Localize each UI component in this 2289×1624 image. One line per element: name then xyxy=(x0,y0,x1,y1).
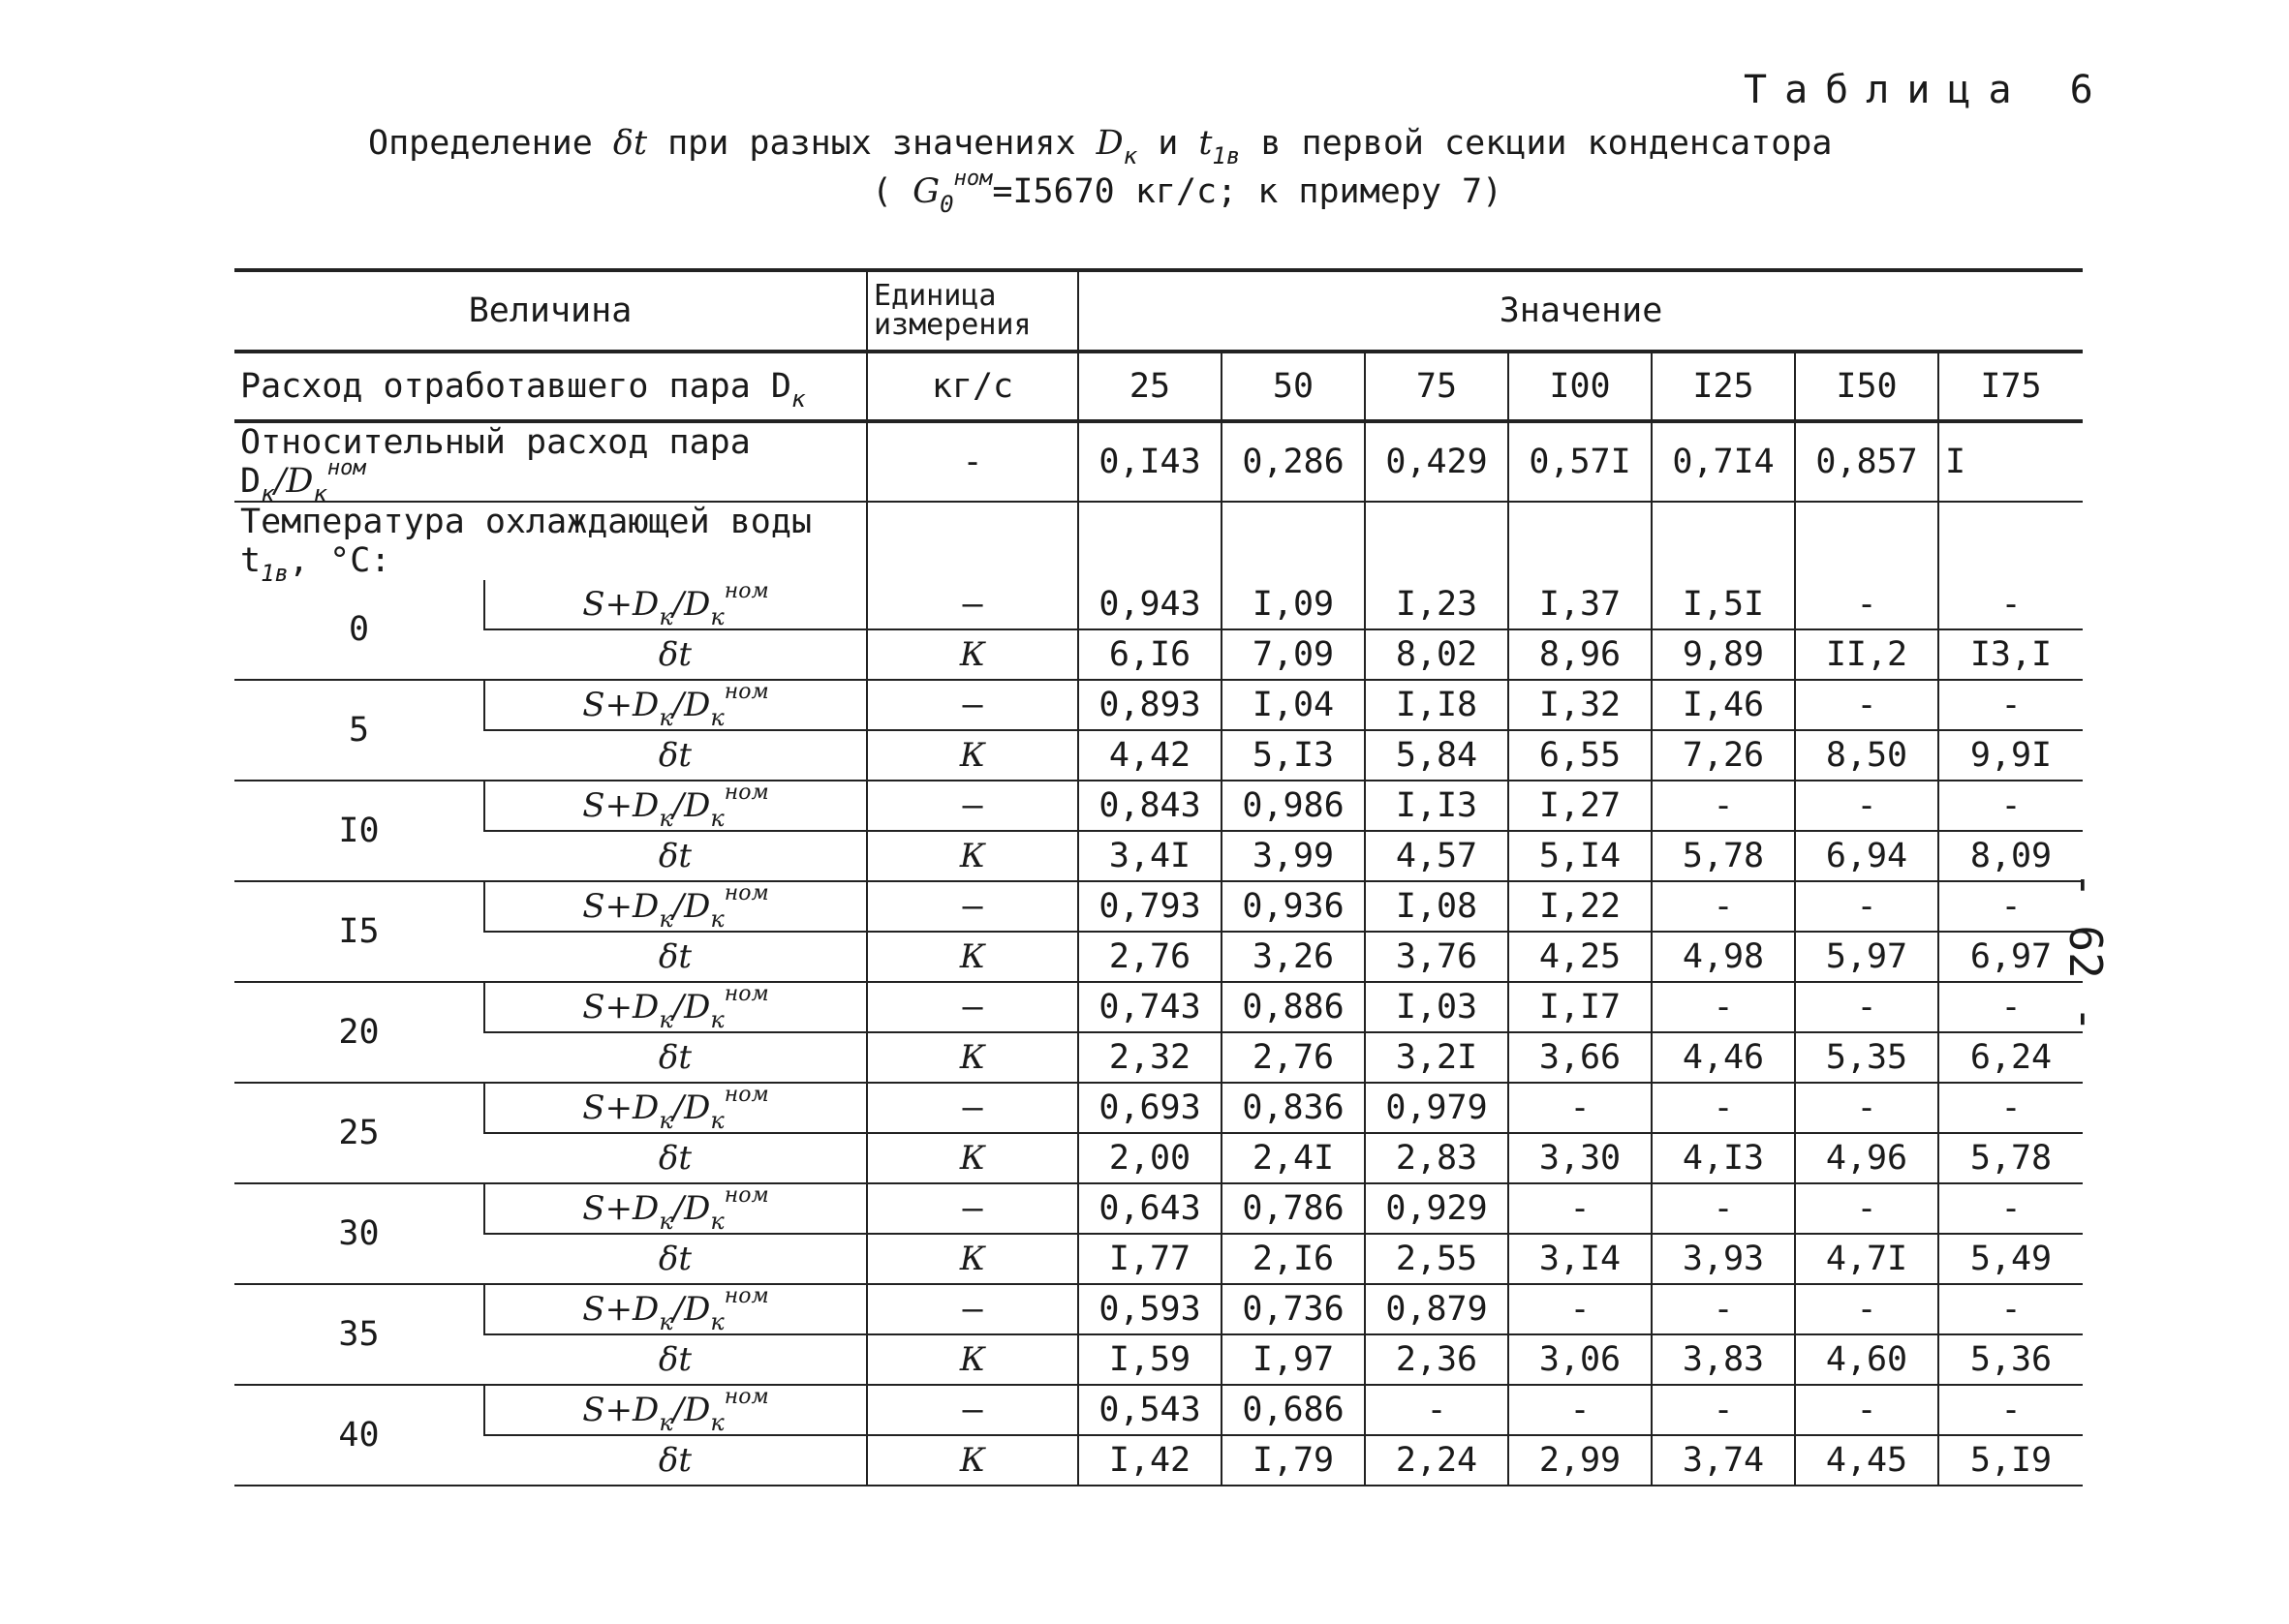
s-value: - xyxy=(1938,1385,2083,1435)
dt-value: 5,35 xyxy=(1795,1032,1938,1083)
s-label-sub2: к xyxy=(710,704,725,731)
group-dt-row xyxy=(234,1133,2083,1183)
group-s-row xyxy=(234,982,2083,1032)
group-dt-row xyxy=(234,1032,2083,1083)
subtitle-open: ( xyxy=(872,172,913,211)
title-suffix: в первой секции конденсатора xyxy=(1240,124,1833,163)
group-dt-row xyxy=(234,730,2083,781)
header-value: Значение xyxy=(1078,270,2083,352)
dt-value: I,79 xyxy=(1222,1435,1365,1486)
relative-label-sub: к xyxy=(261,480,275,507)
temperature-value: 20 xyxy=(234,982,484,1083)
s-value: 0,879 xyxy=(1365,1284,1508,1334)
s-value: - xyxy=(1938,580,2083,629)
group-dt-row xyxy=(234,932,2083,982)
s-value: 0,836 xyxy=(1222,1083,1365,1133)
dt-value: 4,I3 xyxy=(1652,1133,1795,1183)
s-label-text: S+D xyxy=(582,1290,660,1329)
relative-label-sup2: ном xyxy=(326,456,366,480)
group-dt-row xyxy=(234,629,2083,680)
s-value: - xyxy=(1938,881,2083,932)
dt-value: 2,4I xyxy=(1222,1133,1365,1183)
s-label-sup2: ном xyxy=(724,881,769,905)
dt-unit: К xyxy=(867,1435,1078,1486)
flow-unit: кг/с xyxy=(867,352,1078,421)
s-value: 0,593 xyxy=(1078,1284,1222,1334)
s-value: - xyxy=(1365,1385,1508,1435)
s-ratio-label xyxy=(484,1284,867,1334)
s-value: 0,986 xyxy=(1222,781,1365,831)
s-unit: — xyxy=(867,781,1078,831)
dt-unit: К xyxy=(867,629,1078,680)
flow-value: I75 xyxy=(1938,352,2083,421)
relative-value: 0,286 xyxy=(1222,421,1365,502)
s-value: - xyxy=(1938,680,2083,730)
empty-cell xyxy=(867,502,1078,580)
dt-unit: К xyxy=(867,730,1078,781)
temperature-header-row xyxy=(234,502,2083,580)
dt-value: 3,93 xyxy=(1652,1234,1795,1284)
s-value: - xyxy=(1938,781,2083,831)
title-mid1: при разных значениях xyxy=(647,124,1097,163)
s-value: - xyxy=(1795,580,1938,629)
page-number: - 62 - xyxy=(2059,872,2112,1033)
dt-value: 6,94 xyxy=(1795,831,1938,881)
s-label-sub2: к xyxy=(710,1409,725,1436)
s-value: - xyxy=(1795,781,1938,831)
s-value: - xyxy=(1938,1083,2083,1133)
s-label-sub2: к xyxy=(710,603,725,630)
s-value: - xyxy=(1652,1284,1795,1334)
dt-value: 4,98 xyxy=(1652,932,1795,982)
dt-unit: К xyxy=(867,1133,1078,1183)
s-label-sub: к xyxy=(659,1107,673,1134)
s-label-sub: к xyxy=(659,1006,673,1033)
subtitle-rest: =I5670 кг/с; к примеру 7) xyxy=(992,172,1503,211)
s-label-mid: /D xyxy=(672,786,711,825)
temperature-value: 30 xyxy=(234,1183,484,1284)
s-label-sup2: ном xyxy=(724,1083,769,1107)
dt-value: 4,60 xyxy=(1795,1334,1938,1385)
title-dk: D xyxy=(1096,124,1124,163)
s-value: 0,943 xyxy=(1078,580,1222,629)
s-value: - xyxy=(1795,881,1938,932)
s-value: I,32 xyxy=(1508,680,1652,730)
temperature-header-sub: 1в xyxy=(261,560,289,587)
title-mid2: и xyxy=(1137,124,1199,163)
s-ratio-label xyxy=(484,1083,867,1133)
temperature-value: I5 xyxy=(234,881,484,982)
dt-value: 3,2I xyxy=(1365,1032,1508,1083)
dt-value: 8,09 xyxy=(1938,831,2083,881)
dt-label: δt xyxy=(484,629,867,680)
s-label-text: S+D xyxy=(582,786,660,825)
empty-cell xyxy=(1078,502,1222,580)
temperature-value: 25 xyxy=(234,1083,484,1183)
dt-value: 2,55 xyxy=(1365,1234,1508,1284)
s-label-sub: к xyxy=(659,1208,673,1235)
dt-value: 4,7I xyxy=(1795,1234,1938,1284)
dt-value: 4,57 xyxy=(1365,831,1508,881)
s-label-text: S+D xyxy=(582,887,660,926)
flow-label-sub: к xyxy=(790,385,806,413)
s-label-text: S+D xyxy=(582,1189,660,1228)
s-value: - xyxy=(1938,1284,2083,1334)
dt-value: 6,I6 xyxy=(1078,629,1222,680)
relative-value: I xyxy=(1938,421,2083,502)
dt-unit: К xyxy=(867,1334,1078,1385)
dt-value: 2,76 xyxy=(1078,932,1222,982)
s-label-text: S+D xyxy=(582,1088,660,1127)
s-value: I,08 xyxy=(1365,881,1508,932)
s-value: - xyxy=(1795,1083,1938,1133)
s-value: 0,936 xyxy=(1222,881,1365,932)
s-label-sub: к xyxy=(659,704,673,731)
dt-value: 7,09 xyxy=(1222,629,1365,680)
s-value: - xyxy=(1795,1183,1938,1234)
flow-row xyxy=(234,352,2083,421)
s-value: I,09 xyxy=(1222,580,1365,629)
s-label-sup2: ном xyxy=(724,781,769,805)
s-value: I,46 xyxy=(1652,680,1795,730)
dt-value: 2,32 xyxy=(1078,1032,1222,1083)
s-ratio-label xyxy=(484,982,867,1032)
empty-cell xyxy=(1222,502,1365,580)
s-value: 0,693 xyxy=(1078,1083,1222,1133)
subtitle-g-sup: ном xyxy=(953,167,993,191)
dt-value: 4,96 xyxy=(1795,1133,1938,1183)
temperature-header-unit: , °С: xyxy=(288,541,391,580)
relative-value: 0,429 xyxy=(1365,421,1508,502)
dt-value: II,2 xyxy=(1795,629,1938,680)
s-value: I,I8 xyxy=(1365,680,1508,730)
s-value: I,37 xyxy=(1508,580,1652,629)
group-dt-row xyxy=(234,1334,2083,1385)
s-label-sub2: к xyxy=(710,1308,725,1335)
dt-value: 3,76 xyxy=(1365,932,1508,982)
s-label-sub2: к xyxy=(710,1006,725,1033)
dt-value: I,59 xyxy=(1078,1334,1222,1385)
dt-unit: К xyxy=(867,1032,1078,1083)
dt-value: 3,74 xyxy=(1652,1435,1795,1486)
dt-label: δt xyxy=(484,1435,867,1486)
table-number: Таблица 6 xyxy=(1744,68,2111,112)
dt-value: 3,I4 xyxy=(1508,1234,1652,1284)
dt-unit: К xyxy=(867,1234,1078,1284)
s-value: - xyxy=(1795,1284,1938,1334)
relative-value: 0,I43 xyxy=(1078,421,1222,502)
s-ratio-label xyxy=(484,1385,867,1435)
dt-value: 5,I4 xyxy=(1508,831,1652,881)
empty-cell xyxy=(1508,502,1652,580)
dt-label: δt xyxy=(484,831,867,881)
s-label-text: S+D xyxy=(582,585,660,624)
s-value: 0,786 xyxy=(1222,1183,1365,1234)
temperature-value: 5 xyxy=(234,680,484,781)
dt-value: 5,I3 xyxy=(1222,730,1365,781)
s-value: I,I3 xyxy=(1365,781,1508,831)
s-ratio-label xyxy=(484,781,867,831)
flow-value: 75 xyxy=(1365,352,1508,421)
s-label-text: S+D xyxy=(582,988,660,1026)
s-ratio-label xyxy=(484,1183,867,1234)
dt-label: δt xyxy=(484,932,867,982)
title-delta: δt xyxy=(612,124,648,163)
dt-value: 9,9I xyxy=(1938,730,2083,781)
dt-value: 3,06 xyxy=(1508,1334,1652,1385)
empty-cell xyxy=(1652,502,1795,580)
dt-value: 4,45 xyxy=(1795,1435,1938,1486)
s-value: - xyxy=(1508,1284,1652,1334)
s-label-sup2: ном xyxy=(724,680,769,704)
relative-value: 0,57I xyxy=(1508,421,1652,502)
flow-value: I50 xyxy=(1795,352,1938,421)
s-value: 0,893 xyxy=(1078,680,1222,730)
dt-label: δt xyxy=(484,1334,867,1385)
dt-value: 3,4I xyxy=(1078,831,1222,881)
group-s-row xyxy=(234,680,2083,730)
empty-cell xyxy=(1795,502,1938,580)
empty-cell xyxy=(1365,502,1508,580)
title-dk-sub: к xyxy=(1123,142,1138,169)
s-label-mid: /D xyxy=(672,887,711,926)
s-label-sup2: ном xyxy=(724,579,769,603)
dt-value: 5,84 xyxy=(1365,730,1508,781)
s-value: 0,843 xyxy=(1078,781,1222,831)
s-label-mid: /D xyxy=(672,1391,711,1429)
relative-label xyxy=(234,421,867,507)
s-label-sub2: к xyxy=(710,805,725,832)
s-value: I,04 xyxy=(1222,680,1365,730)
s-ratio-label xyxy=(484,680,867,730)
dt-label: δt xyxy=(484,730,867,781)
temperature-value: 40 xyxy=(234,1385,484,1486)
dt-value: 8,50 xyxy=(1795,730,1938,781)
s-unit: — xyxy=(867,680,1078,730)
flow-value: I25 xyxy=(1652,352,1795,421)
s-unit: — xyxy=(867,1083,1078,1133)
header-unit: Единица измерения xyxy=(867,270,1078,352)
dt-value: 6,55 xyxy=(1508,730,1652,781)
dt-value: 3,83 xyxy=(1652,1334,1795,1385)
temperature-value: I0 xyxy=(234,781,484,881)
temperature-value: 35 xyxy=(234,1284,484,1385)
s-value: - xyxy=(1508,1385,1652,1435)
dt-unit: К xyxy=(867,831,1078,881)
s-label-mid: /D xyxy=(672,1088,711,1127)
s-value: - xyxy=(1652,781,1795,831)
title-t: t xyxy=(1198,124,1213,163)
dt-label: δt xyxy=(484,1234,867,1284)
s-label-sub: к xyxy=(659,1409,673,1436)
relative-row xyxy=(234,421,2083,502)
dt-value: 5,78 xyxy=(1938,1133,2083,1183)
s-label-mid: /D xyxy=(672,585,711,624)
dt-value: 5,97 xyxy=(1795,932,1938,982)
s-label-sub: к xyxy=(659,805,673,832)
s-label-mid: /D xyxy=(672,988,711,1026)
flow-value: 50 xyxy=(1222,352,1365,421)
s-value: 0,643 xyxy=(1078,1183,1222,1234)
s-value: 0,886 xyxy=(1222,982,1365,1032)
group-s-row xyxy=(234,1284,2083,1334)
flow-label-text: Расход отработавшего пара D xyxy=(240,367,791,406)
dt-value: 8,96 xyxy=(1508,629,1652,680)
table-subtitle xyxy=(872,167,1503,218)
dt-value: 2,36 xyxy=(1365,1334,1508,1385)
s-value: - xyxy=(1795,982,1938,1032)
group-s-row xyxy=(234,781,2083,831)
dt-value: 4,25 xyxy=(1508,932,1652,982)
s-unit: — xyxy=(867,982,1078,1032)
s-value: I,27 xyxy=(1508,781,1652,831)
dt-value: I3,I xyxy=(1938,629,2083,680)
dt-value: 5,78 xyxy=(1652,831,1795,881)
title-prefix: Определение xyxy=(368,124,613,163)
s-unit: — xyxy=(867,580,1078,629)
dt-value: 7,26 xyxy=(1652,730,1795,781)
s-value: - xyxy=(1652,1183,1795,1234)
s-value: - xyxy=(1652,982,1795,1032)
s-label-mid: /D xyxy=(672,1189,711,1228)
dt-value: 2,99 xyxy=(1508,1435,1652,1486)
data-table xyxy=(234,268,2083,1486)
temperature-header-text: Температура охлаждающей воды t xyxy=(240,503,813,580)
subtitle-g: G xyxy=(913,172,941,211)
table-title xyxy=(368,124,1957,169)
subtitle-g-sub: 0 xyxy=(940,191,954,218)
s-label-mid: /D xyxy=(672,686,711,724)
s-label-text: S+D xyxy=(582,686,660,724)
dt-value: 2,76 xyxy=(1222,1032,1365,1083)
dt-value: 3,66 xyxy=(1508,1032,1652,1083)
s-value: I,I7 xyxy=(1508,982,1652,1032)
dt-value: 4,46 xyxy=(1652,1032,1795,1083)
s-unit: — xyxy=(867,1183,1078,1234)
s-unit: — xyxy=(867,881,1078,932)
group-s-row xyxy=(234,580,2083,629)
s-label-sub: к xyxy=(659,905,673,933)
flow-label xyxy=(234,352,867,421)
dt-value: 4,42 xyxy=(1078,730,1222,781)
s-ratio-label xyxy=(484,580,867,629)
s-value: - xyxy=(1795,680,1938,730)
s-ratio-label xyxy=(484,881,867,932)
flow-value: 25 xyxy=(1078,352,1222,421)
dt-value: 5,36 xyxy=(1938,1334,2083,1385)
relative-label-sub2: к xyxy=(313,480,327,507)
header-quantity: Величина xyxy=(234,270,867,352)
s-value: - xyxy=(1938,982,2083,1032)
s-value: - xyxy=(1652,1083,1795,1133)
dt-label: δt xyxy=(484,1032,867,1083)
relative-label-mid: /D xyxy=(274,462,314,501)
s-value: - xyxy=(1938,1183,2083,1234)
title-t-sub: 1в xyxy=(1212,142,1241,169)
s-value: 0,793 xyxy=(1078,881,1222,932)
temperature-value: 0 xyxy=(234,580,484,680)
s-label-text: S+D xyxy=(582,1391,660,1429)
dt-value: 2,I6 xyxy=(1222,1234,1365,1284)
dt-value: 6,97 xyxy=(1938,932,2083,982)
dt-value: 9,89 xyxy=(1652,629,1795,680)
s-value: I,5I xyxy=(1652,580,1795,629)
s-value: 0,543 xyxy=(1078,1385,1222,1435)
group-s-row xyxy=(234,881,2083,932)
dt-value: I,97 xyxy=(1222,1334,1365,1385)
s-value: 0,686 xyxy=(1222,1385,1365,1435)
temperature-header xyxy=(234,502,867,587)
dt-label: δt xyxy=(484,1133,867,1183)
s-value: - xyxy=(1508,1183,1652,1234)
dt-value: 5,49 xyxy=(1938,1234,2083,1284)
s-label-sup2: ном xyxy=(724,1385,769,1409)
s-label-sup2: ном xyxy=(724,1183,769,1208)
s-label-sup2: ном xyxy=(724,1284,769,1308)
group-s-row xyxy=(234,1083,2083,1133)
dt-value: 3,99 xyxy=(1222,831,1365,881)
group-dt-row xyxy=(234,1234,2083,1284)
relative-value: 0,857 xyxy=(1795,421,1938,502)
flow-value: I00 xyxy=(1508,352,1652,421)
s-label-sup2: ном xyxy=(724,982,769,1006)
group-dt-row xyxy=(234,831,2083,881)
s-value: - xyxy=(1508,1083,1652,1133)
dt-value: 2,83 xyxy=(1365,1133,1508,1183)
s-unit: — xyxy=(867,1284,1078,1334)
s-value: - xyxy=(1795,1385,1938,1435)
dt-value: I,42 xyxy=(1078,1435,1222,1486)
s-value: I,23 xyxy=(1365,580,1508,629)
relative-label-text: Относительный расход пара D xyxy=(240,423,751,501)
dt-value: 6,24 xyxy=(1938,1032,2083,1083)
s-value: - xyxy=(1652,881,1795,932)
relative-unit: - xyxy=(867,421,1078,502)
s-value: I,22 xyxy=(1508,881,1652,932)
group-s-row xyxy=(234,1183,2083,1234)
dt-value: 3,30 xyxy=(1508,1133,1652,1183)
s-label-sub2: к xyxy=(710,905,725,933)
dt-value: 2,00 xyxy=(1078,1133,1222,1183)
s-label-sub: к xyxy=(659,1308,673,1335)
s-label-sub: к xyxy=(659,603,673,630)
s-value: 0,929 xyxy=(1365,1183,1508,1234)
s-label-sub2: к xyxy=(710,1107,725,1134)
group-s-row xyxy=(234,1385,2083,1435)
s-unit: — xyxy=(867,1385,1078,1435)
dt-unit: К xyxy=(867,932,1078,982)
group-dt-row xyxy=(234,1435,2083,1486)
dt-value: 3,26 xyxy=(1222,932,1365,982)
s-value: - xyxy=(1652,1385,1795,1435)
dt-value: 5,I9 xyxy=(1938,1435,2083,1486)
s-label-mid: /D xyxy=(672,1290,711,1329)
dt-value: 8,02 xyxy=(1365,629,1508,680)
relative-value: 0,7I4 xyxy=(1652,421,1795,502)
s-value: 0,736 xyxy=(1222,1284,1365,1334)
s-value: 0,979 xyxy=(1365,1083,1508,1133)
s-value: 0,743 xyxy=(1078,982,1222,1032)
s-value: I,03 xyxy=(1365,982,1508,1032)
empty-cell xyxy=(1938,502,2083,580)
dt-value: I,77 xyxy=(1078,1234,1222,1284)
s-label-sub2: к xyxy=(710,1208,725,1235)
dt-value: 2,24 xyxy=(1365,1435,1508,1486)
